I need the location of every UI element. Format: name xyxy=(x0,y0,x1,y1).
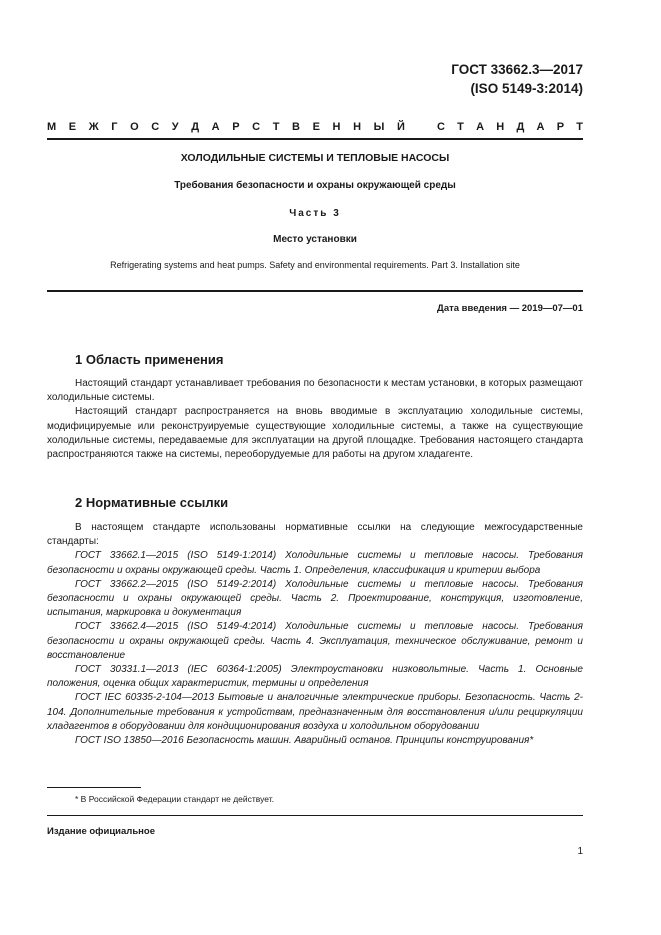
title-rule xyxy=(47,290,583,292)
section2-body xyxy=(47,521,583,748)
banner-letter: Н xyxy=(496,121,505,133)
section1-paragraph: Настоящий стандарт устанавливает требования по безопасности к местам установки, в которых размещают холодильные системы. xyxy=(47,378,583,404)
banner-letter: С xyxy=(437,121,445,133)
reference-item: ГОСТ 33662.2—2015 (ISO 5149-2:2014) Холодильные системы и тепловые насосы. Требования безопасности и охраны окружающей среды. Часть 2. Проектирование, конструкция, изготовление, испытания, маркировка и документация xyxy=(47,578,583,619)
reference-item: ГОСТ 33662.1—2015 (ISO 5149-1:2014) Холодильные системы и тепловые насосы. Требования безопасности и охраны окружающей среды. Часть 1. Определения, классификация и критерии выбора xyxy=(47,550,583,576)
part-label: Часть 3 xyxy=(289,208,341,219)
header-rule xyxy=(47,138,583,140)
part-title: Место установки xyxy=(273,234,357,245)
banner-letter: О xyxy=(130,121,139,133)
section2-intro: В настоящем стандарте использованы нормативные ссылки на следующие межгосударственные стандарты: xyxy=(47,522,583,548)
banner-letter: Т xyxy=(457,121,464,133)
banner-letter: А xyxy=(476,121,485,133)
section1-paragraph: Настоящий стандарт распространяется на вновь вводимые в эксплуатацию холодильные системы, модифицируемые или реконструируемые существующие холодильные системы, а также на существующие холодильные системы, передаваемые для эксплуатации на другой площадке. Требования настоящего стандарта распространяются также на системы, переоборудуемые для работы на другом хладагенте. xyxy=(47,406,583,461)
gost-code-block xyxy=(451,60,583,98)
footnote-rule xyxy=(47,787,141,788)
banner-letter: Ж xyxy=(88,121,99,133)
gost-number: ГОСТ 33662.3—2017 xyxy=(451,62,583,77)
banner-letter: В xyxy=(292,121,300,133)
main-title: ХОЛОДИЛЬНЫЕ СИСТЕМЫ И ТЕПЛОВЫЕ НАСОСЫ xyxy=(180,152,450,164)
banner-letter: Г xyxy=(111,121,118,133)
banner-letter: У xyxy=(171,121,179,133)
page-number: 1 xyxy=(577,846,583,857)
banner-letter: Т xyxy=(576,121,583,133)
banner-letter: А xyxy=(211,121,220,133)
reference-item: ГОСТ 33662.4—2015 (ISO 5149-4:2014) Холодильные системы и тепловые насосы. Требования безопасности и охраны окружающей среды. Часть 4. Эксплуатация, техническое обслуживание, ремонт и восстановление xyxy=(47,621,583,661)
reference-item: ГОСТ 30331.1—2013 (IEC 60364-1:2005) Электроустановки низковольтные. Часть 1. Основные положения, оценка общих характеристик, термины и определения xyxy=(47,664,583,690)
standard-type-banner xyxy=(47,121,583,133)
banner-letter: Й xyxy=(396,121,405,133)
banner-letter: Р xyxy=(232,121,240,133)
banner-letter: Е xyxy=(68,121,77,133)
standard-type-word2 xyxy=(437,121,583,133)
banner-letter: Т xyxy=(272,121,280,133)
banner-letter: Н xyxy=(353,121,362,133)
banner-letter: Ы xyxy=(373,121,385,133)
banner-letter: Д xyxy=(516,121,525,133)
reference-item: ГОСТ IEC 60335-2-104—2013 Бытовые и аналогичные электрические приборы. Безопасность. Часть 2-104. Дополнительные требования к устройствам, предназначенным для восстановления и/или рециркуляции хладагентов в оборудовании для кондиционирования воздуха и холодильном оборудовании xyxy=(47,692,583,732)
iso-number: (ISO 5149-3:2014) xyxy=(470,81,583,96)
footer-rule xyxy=(47,815,583,816)
introduction-date: Дата введения — 2019—07—01 xyxy=(437,303,583,314)
official-edition-label: Издание официальное xyxy=(47,826,155,837)
banner-letter: Е xyxy=(312,121,320,133)
banner-letter: С xyxy=(151,121,160,133)
banner-letter: Р xyxy=(556,121,565,133)
banner-letter: С xyxy=(252,121,261,133)
reference-item: ГОСТ ISO 13850—2016 Безопасность машин. Аварийный останов. Принципы конструирования* xyxy=(75,735,534,747)
section1-heading: 1 Область применения xyxy=(75,352,224,367)
subtitle: Требования безопасности и охраны окружающей среды xyxy=(174,180,456,191)
banner-letter: А xyxy=(536,121,545,133)
english-title: Refrigerating systems and heat pumps. Safety and environmental requirements. Part 3. Installation site xyxy=(110,260,520,270)
standard-type-word1 xyxy=(47,121,405,133)
banner-letter: Н xyxy=(332,121,341,133)
banner-letter: Д xyxy=(191,121,200,133)
section2-heading: 2 Нормативные ссылки xyxy=(75,495,229,510)
footnote: * В Российской Федерации стандарт не действует. xyxy=(75,794,275,804)
banner-letter: М xyxy=(47,121,57,133)
section1-body xyxy=(47,377,583,462)
